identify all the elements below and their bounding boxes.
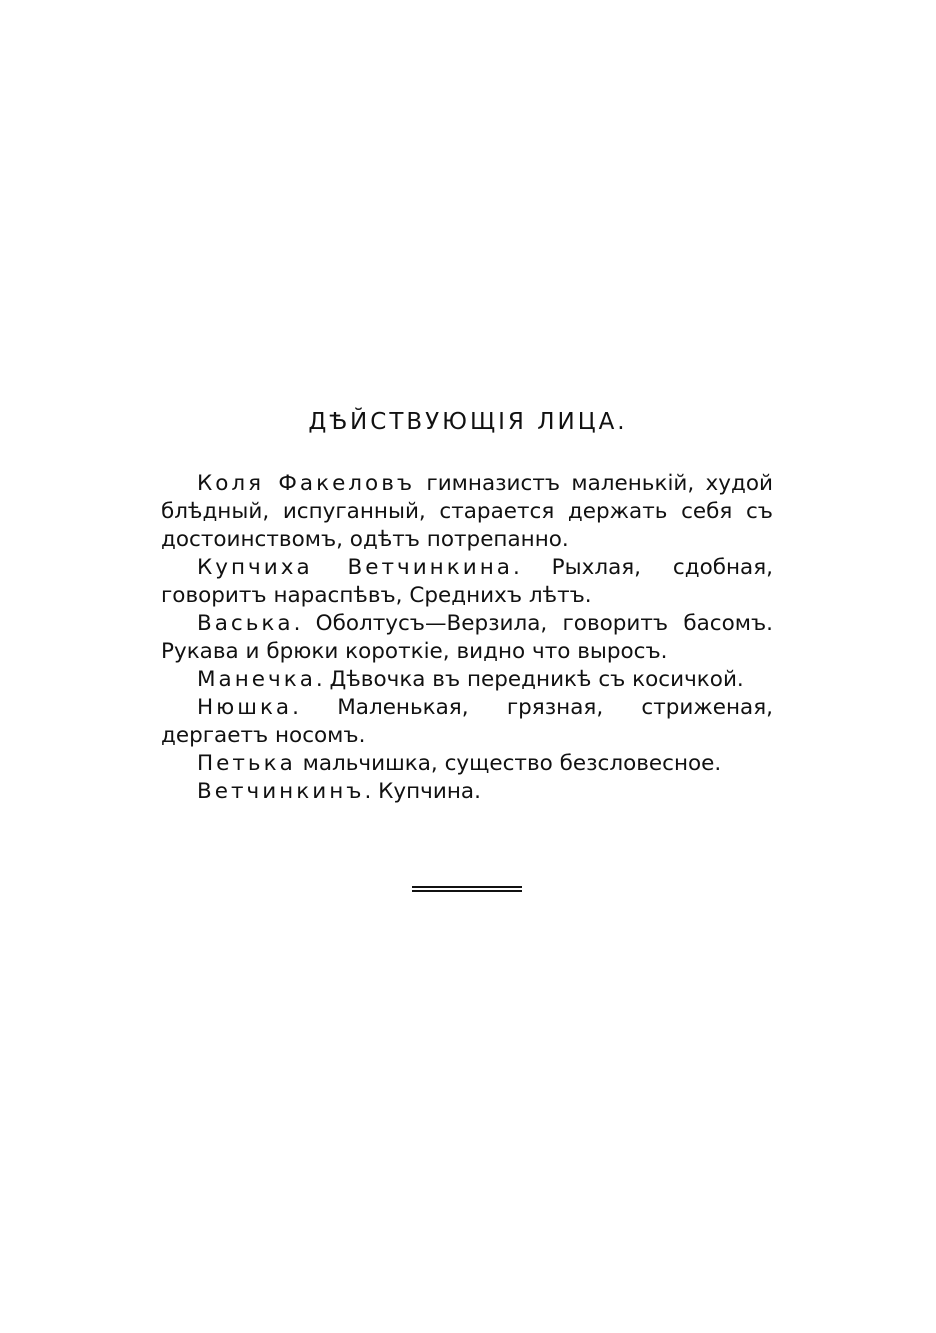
cast-list [161,470,773,806]
character-description: . Рыхлая, сдобная, говоритъ нараспѣвъ, Среднихъ лѣтъ. [161,555,773,608]
character-description: . Маленькая, грязная, стриженая, дергаетъ носомъ. [161,695,773,748]
cast-entry [161,470,773,554]
character-description: . Дѣвочка въ передникѣ съ косичкой. [315,667,744,692]
character-description: гимназистъ маленькій, худой блѣдный, испуганный, старается держать себя съ достоинствомъ, одѣтъ потрепанно. [161,471,773,552]
cast-entry [161,694,773,750]
cast-entry [161,610,773,666]
cast-entry [161,778,773,806]
character-description: . Оболтусъ—Верзила, говоритъ басомъ. Рукава и брюки короткіе, видно что выросъ. [161,611,773,664]
cast-entry [161,554,773,610]
page-heading: ДѢЙСТВУЮЩІЯ ЛИЦА. [308,409,628,435]
cast-entry [161,750,773,778]
character-name: Коля Факеловъ [197,471,416,496]
character-name: Ветчинкинъ [197,779,365,804]
section-divider [412,886,522,892]
cast-entry [161,666,773,694]
character-name: Нюшка [197,695,293,720]
character-name: Васька [197,611,294,636]
character-description: мальчишка, существо безсловесное. [295,751,722,776]
character-name: Купчиха Ветчинкина [197,555,513,580]
divider-line-top [412,886,522,888]
character-name: Манечка [197,667,316,692]
character-name: Петька [197,751,296,776]
character-description: . Купчина. [364,779,481,804]
divider-line-bottom [412,890,522,892]
